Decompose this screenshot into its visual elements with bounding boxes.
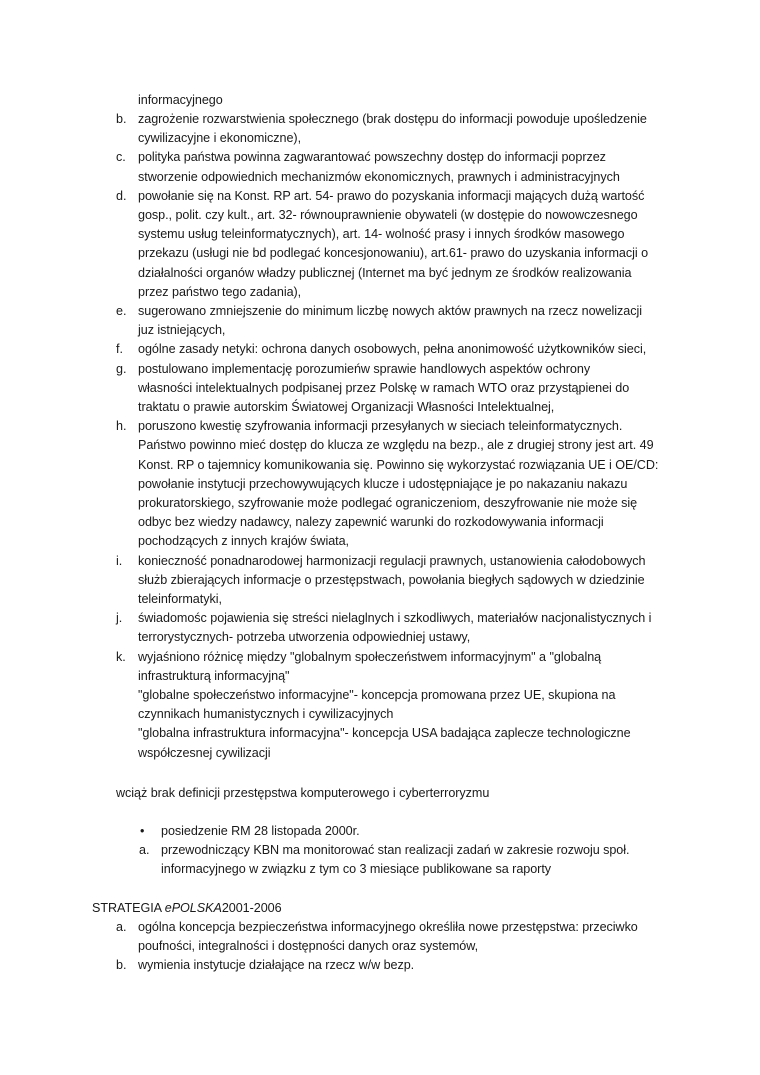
list-item-line: pochodzących z innych krajów świata, <box>138 534 349 549</box>
list-item-line: odbyc bez wiedzy nadawcy, nalezy zapewnić warunki do rozkodowywania informacji <box>138 515 604 530</box>
list-item-text <box>138 340 646 359</box>
list-item-line: "globalna infrastruktura informacyjna"- koncepcja USA badająca zaplecze technologiczne <box>138 726 631 741</box>
continued-line: informacyjnego <box>138 93 223 107</box>
strategy-heading <box>92 899 282 918</box>
list-marker: a. <box>116 920 127 934</box>
list-item-line: ogólne zasady netyki: ochrona danych osobowych, pełna anonimowość użytkowników sieci, <box>138 342 647 357</box>
list-marker: h. <box>116 419 127 434</box>
list-item-line: gosp., polit. czy kult., art. 32- równouprawnienie obywateli (w dostępie do nowowczesnego <box>138 208 638 222</box>
strategy-heading-prefix: STRATEGIA <box>92 901 165 915</box>
sub-item-body <box>161 841 629 879</box>
list-item-text <box>138 648 631 763</box>
list-item-line: poufności, integralności i dostępności danych oraz systemów, <box>138 939 479 954</box>
list-item-line: cywilizacyjne i ekonomiczne), <box>138 131 302 146</box>
list-item-line: współczesnej cywilizacji <box>138 745 271 760</box>
list-item-line: ogólna koncepcja bezpieczeństwa informacyjnego określiła nowe przestępstwa: przeciwko <box>138 920 638 934</box>
list-item-text <box>138 956 414 975</box>
list-item-line: świadomośc pojawienia się streści nielaglnych i szkodliwych, materiałów nacjonalistycznych i <box>138 611 652 626</box>
list-marker: c. <box>116 150 126 165</box>
list-item-line: przez państwo tego zadania), <box>138 284 302 299</box>
list-marker: d. <box>116 188 127 203</box>
list-item-line: powołanie instytucji przechowywujących klucze i udostępniające je po nakazaniu nakazu <box>138 476 628 491</box>
sub-item-line: informacyjnego w związku z tym co 3 miesiące publikowane sa raporty <box>161 862 552 877</box>
list-item-text <box>138 302 642 340</box>
list-item-line: czynnikach humanistycznych i cywilizacyjnych <box>138 707 394 722</box>
list-item-line: służb zbierających informacje o przestępstwach, powołania biegłych sądowych w dziedzinie <box>138 572 645 587</box>
list-marker: j. <box>116 611 123 626</box>
list-item-line: juz istniejących, <box>138 323 226 338</box>
trailing-line: wciąż brak definicji przestępstwa komputerowego i cyberterroryzmu <box>116 786 490 800</box>
list-marker: g. <box>116 361 127 376</box>
list-item-text <box>138 187 648 302</box>
bullet-text: posiedzenie RM 28 listopada 2000r. <box>161 824 360 838</box>
list-item-line: konieczność ponadnarodowej harmonizacji regulacji prawnych, ustanowienia całodobowych <box>138 553 646 568</box>
list-item-line: traktatu o prawie autorskim Światowej Organizacji Własności Intelektualnej, <box>138 400 555 414</box>
list-item-line: poruszono kwestię szyfrowania informacji przesyłanych w sieciach teleinformatycznych. <box>138 419 623 434</box>
list-marker: b. <box>116 112 127 126</box>
list-item-line: "globalne społeczeństwo informacyjne"- koncepcja promowana przez UE, skupiona na <box>138 688 616 702</box>
list-item-line: zagrożenie rozwarstwienia społecznego (brak dostępu do informacji powoduje upośledzenie <box>138 112 647 126</box>
list-item-line: własności intelektualnych podpisanej przez Polskę w ramach WTO oraz przystąpienei do <box>138 380 630 395</box>
list-item-line: Konst. RP o tajemnicy komunikowania się. Powinno się wykorzystać rozwiązania UE i OE/CD: <box>138 457 659 472</box>
list-marker: i. <box>116 553 123 568</box>
list-item-text <box>138 360 629 418</box>
list-marker: e. <box>116 304 127 318</box>
strategy-heading-suffix: 2001-2006 <box>221 901 282 915</box>
bullet-marker: • <box>140 824 145 838</box>
list-item-line: stworzenie odpowiednich mechanizmów ekonomicznych, prawnych i administracyjnych <box>138 169 620 184</box>
list-item-line: polityka państwa powinna zagwarantować powszechny dostęp do informacji poprzez <box>138 150 606 165</box>
sub-item-marker: a. <box>139 843 150 857</box>
list-item-line: Państwo powinno mieć dostęp do klucza ze względu na bezp., ale z drugiej strony jest art. 49 <box>138 438 654 453</box>
list-item-line: wymienia instytucje działające na rzecz w/w bezp. <box>138 958 415 973</box>
list-item-line: powołanie się na Konst. RP art. 54- prawo do pozyskania informacji mających dużą wartość <box>138 188 645 203</box>
list-item-line: wyjaśniono różnicę między "globalnym społeczeństwem informacyjnym" a "globalną <box>138 649 602 664</box>
list-item-line: infrastrukturą informacyjną" <box>138 668 290 683</box>
list-marker: b. <box>116 958 127 973</box>
strategy-heading-italic: ePOLSKA <box>164 901 222 915</box>
list-item-line: postulowano implementację porozumieńw sprawie handlowych aspektów ochrony <box>138 361 591 376</box>
list-item-line: systemu usług teleinformatycznych), art. 14- wolność prasy i innych środków masowego <box>138 227 625 242</box>
sub-item-line: przewodniczący KBN ma monitorować stan realizacji zadań w zakresie rozwoju społ. <box>161 843 630 857</box>
list-item-text <box>138 552 646 610</box>
list-item-line: prokuratorskiego, szyfrowanie może podlegać ograniczeniom, deszyfrowanie nie może się <box>138 496 638 510</box>
list-item-line: działalności organów władzy publicznej (Internet ma być jednym ze środków realizowania <box>138 265 632 280</box>
list-item-line: terrorystycznych- potrzeba utworzenia odpowiedniej ustawy, <box>138 630 471 645</box>
list-item-text <box>138 148 620 186</box>
list-item-text <box>138 918 638 956</box>
list-item-line: teleinformatyki, <box>138 592 222 606</box>
list-marker: f. <box>116 342 123 357</box>
list-item-text <box>138 609 651 647</box>
list-marker: k. <box>116 649 126 664</box>
list-item-line: przekazu (usługi nie bd podlegać koncesjonowaniu), art.61- prawo do uzyskania informacji o <box>138 246 649 261</box>
list-item-line: sugerowano zmniejszenie do minimum liczbę nowych aktów prawnych na rzecz nowelizacji <box>138 304 642 318</box>
list-item-text <box>138 110 647 148</box>
list-item-text <box>138 417 658 551</box>
